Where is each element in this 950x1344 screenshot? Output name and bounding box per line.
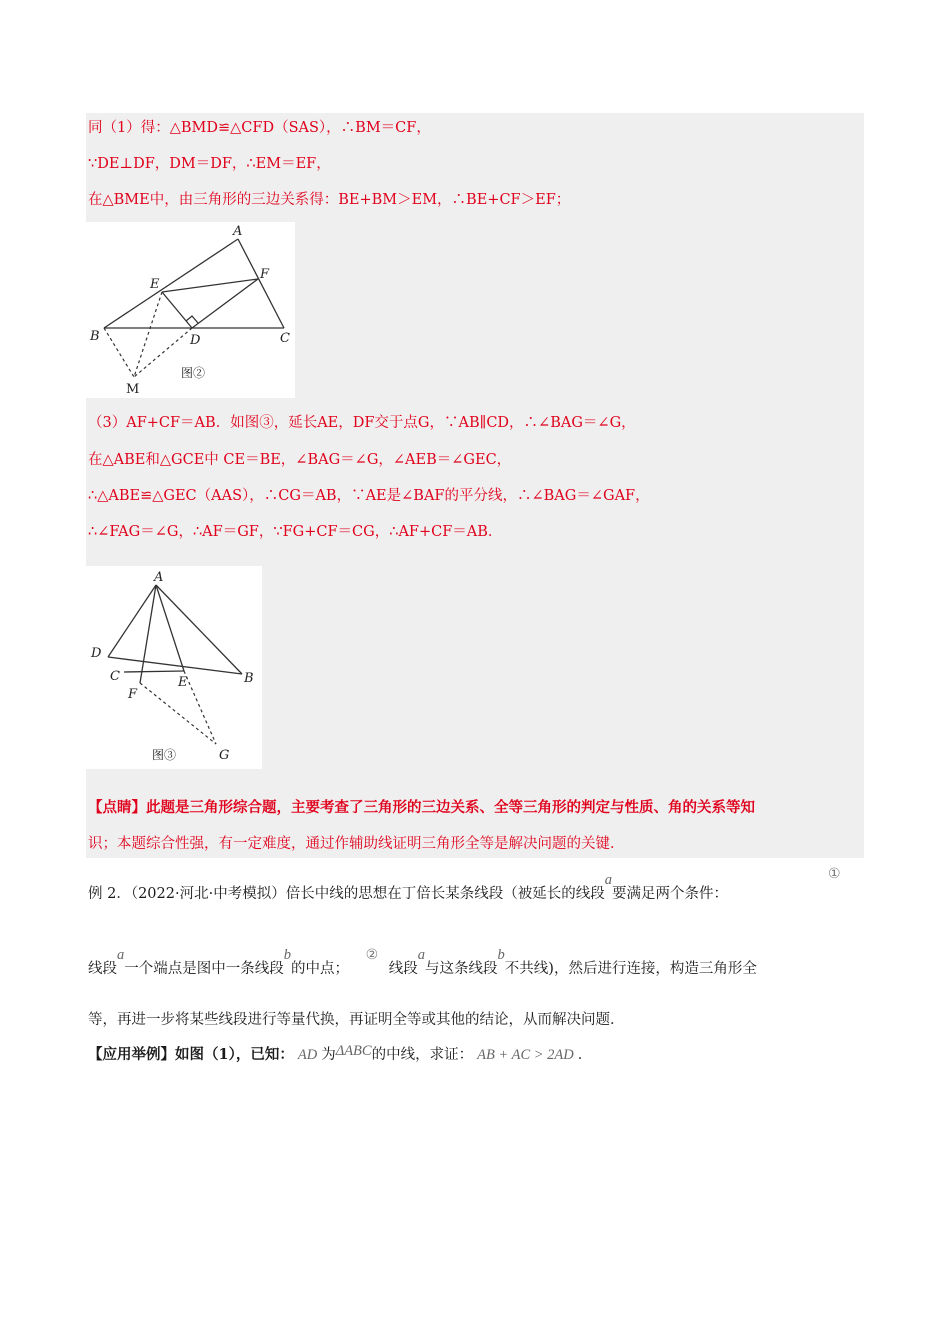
- part3-line-1: （3）AF+CF＝AB．如图③，延长AE，DF交于点G，∵AB∥CD，∴∠BAG＝∠G，: [88, 415, 636, 431]
- text-endpoint: 一个端点是图中一条线段: [124, 961, 284, 977]
- comment-line-2: 识；本题综合性强，有一定难度，通过作辅助线证明三角形全等是解决问题的关键．: [88, 836, 625, 852]
- app-text-wei: 为: [321, 1047, 336, 1063]
- line-AC: [238, 239, 284, 328]
- label-B: B: [244, 671, 254, 686]
- comment-line-1: 【点睛】此题是三角形综合题，主要考查了三角形的三边关系、全等三角形的判定与性质、角的关系等知: [88, 799, 755, 816]
- label-C: C: [110, 669, 120, 684]
- circle-number-2: ②: [365, 947, 379, 963]
- application-example: [88, 1045, 592, 1065]
- figure-2-caption: 图②: [181, 366, 206, 380]
- solution-line-2: ∵DE⊥DF，DM＝DF，∴EM＝EF，: [88, 156, 331, 172]
- label-E: E: [150, 277, 160, 292]
- part3-line-4: ∴∠FAG＝∠G，∴AF＝GF，∵FG+CF＝CG，∴AF+CF＝AB．: [88, 524, 503, 540]
- label-G: G: [219, 748, 230, 763]
- part3-line-3: ∴△ABE≌△GEC（AAS），∴CG＝AB，∵AE是∠BAF的平分线，∴∠BAG＝∠GAF，: [88, 488, 650, 504]
- label-D: D: [91, 646, 102, 661]
- text-segment-2: 线段: [388, 961, 418, 977]
- dashed-EG: [184, 671, 216, 744]
- circle-number-1: ①: [828, 866, 841, 882]
- figure-3-caption: 图③: [152, 748, 177, 762]
- figure-2-diagram: [86, 222, 295, 398]
- part3-line-2: 在△ABE和△GCE中 CE＝BE，∠BAG＝∠G，∠AEB＝∠GEC，: [88, 452, 512, 468]
- label-E: E: [178, 675, 188, 690]
- figure-2: [86, 222, 295, 398]
- var-b: b: [497, 947, 505, 963]
- math-AD: AD: [297, 1047, 318, 1063]
- example2-line-2: [88, 947, 757, 979]
- solution-line-1: 同（1）得：△BMD≌△CFD（SAS），∴BM＝CF，: [88, 120, 431, 136]
- label-F: F: [260, 267, 270, 282]
- label-A: A: [233, 224, 243, 239]
- label-D: D: [190, 333, 201, 348]
- line-BA: [104, 239, 238, 328]
- app-text-median: 的中线，求证：: [371, 1047, 474, 1063]
- line-AD: [108, 585, 156, 657]
- label-F: F: [128, 687, 138, 702]
- var-a: a: [417, 947, 426, 963]
- dashed-FG: [140, 683, 216, 744]
- example2-line-1: [88, 872, 728, 904]
- example2-text-tail: 要满足两个条件：: [611, 886, 728, 902]
- example2-line-3: 等，再进一步将某些线段进行等量代换，再证明全等或其他的结论，从而解决问题．: [88, 1012, 625, 1028]
- text-segment: 线段: [88, 961, 117, 977]
- line-CE: [124, 671, 184, 672]
- app-prefix: 【应用举例】如图（1），已知：: [88, 1046, 294, 1063]
- figure-3: [86, 566, 262, 769]
- text-with-segment: 与这条线段: [425, 961, 498, 977]
- text-midpoint: 的中点；: [291, 961, 349, 977]
- text-noncollinear: 不共线)，然后进行连接，构造三角形全: [504, 961, 757, 977]
- var-a: a: [604, 872, 612, 888]
- line-AE: [156, 585, 184, 671]
- figure-3-diagram: [86, 566, 262, 769]
- math-inequality: AB + AC > 2AD: [477, 1047, 574, 1063]
- var-b: b: [283, 947, 291, 963]
- label-C: C: [280, 331, 290, 346]
- label-B: B: [90, 329, 100, 344]
- math-triangle-ABC: ΔABC: [335, 1043, 372, 1059]
- example2-text: 例 2．（2022·河北·中考模拟）倍长中线的思想在丁倍长某条线段（被延长的线段: [88, 886, 605, 902]
- solution-line-3: 在△BME中，由三角形的三边关系得：BE+BM＞EM，∴BE+CF＞EF；: [88, 192, 571, 208]
- label-M: M: [126, 382, 140, 397]
- app-end: ．: [577, 1047, 593, 1063]
- line-AF: [140, 585, 156, 683]
- line-AB: [156, 585, 242, 674]
- dashed-BM: [104, 328, 134, 377]
- line-ED: [162, 292, 192, 328]
- var-a: a: [117, 947, 125, 963]
- label-A: A: [154, 570, 164, 585]
